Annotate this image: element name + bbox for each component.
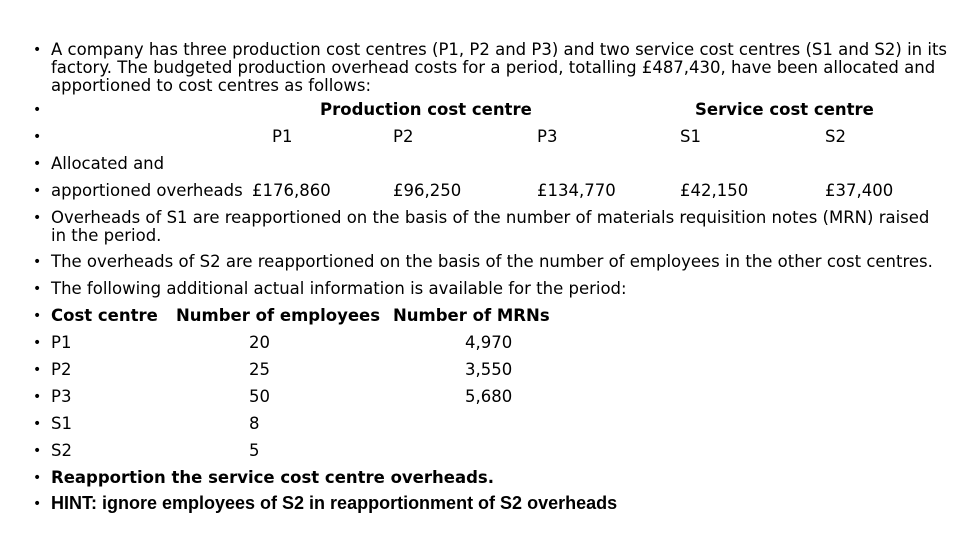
- s1-basis-line-1: Overheads of S1 are reapportioned on the basis of the number of materials requisition notes (MRN) raised: [51, 208, 930, 227]
- bullet: •: [33, 129, 42, 145]
- bullet: •: [33, 210, 42, 226]
- bullet: •: [33, 416, 42, 432]
- hint-text: HINT: ignore employees of S2 in reapportionment of S2 overheads: [51, 493, 618, 513]
- production-cost-centre-heading: Production cost centre: [320, 100, 532, 119]
- bullet: •: [33, 496, 42, 512]
- overhead-value-s2: £37,400: [825, 181, 894, 200]
- overhead-value-p2: £96,250: [393, 181, 462, 200]
- centre-p2: P2: [393, 127, 414, 146]
- table-row-centre: P2: [51, 360, 72, 379]
- table-row-employees: 8: [249, 414, 260, 433]
- header-cost-centre: Cost centre: [51, 306, 158, 325]
- table-row-centre: P3: [51, 387, 72, 406]
- centre-p3: P3: [537, 127, 558, 146]
- bullet: •: [33, 308, 42, 324]
- service-cost-centre-heading: Service cost centre: [695, 100, 874, 119]
- overhead-value-p1: £176,860: [252, 181, 331, 200]
- task-instruction: Reapportion the service cost centre overheads.: [51, 468, 494, 487]
- bullet: •: [33, 183, 42, 199]
- intro-line-2: factory. The budgeted production overhead costs for a period, totalling £487,430, have been allocated and: [51, 58, 936, 77]
- table-row-employees: 25: [249, 360, 270, 379]
- bullet: •: [33, 102, 42, 118]
- bullet: •: [33, 335, 42, 351]
- table-row-employees: 50: [249, 387, 270, 406]
- s2-basis: The overheads of S2 are reapportioned on the basis of the number of employees in the other cost centres.: [51, 252, 933, 271]
- table-row-centre: S1: [51, 414, 72, 433]
- table-row-mrns: 3,550: [465, 360, 513, 379]
- bullet: •: [33, 443, 42, 459]
- bullet: •: [33, 362, 42, 378]
- table-row-employees: 5: [249, 441, 260, 460]
- header-number-of-mrns: Number of MRNs: [393, 306, 550, 325]
- intro-line-3: apportioned to cost centres as follows:: [51, 76, 372, 95]
- table-row-centre: S2: [51, 441, 72, 460]
- bullet: •: [33, 389, 42, 405]
- table-row-employees: 20: [249, 333, 270, 352]
- s1-basis-line-2: in the period.: [51, 226, 162, 245]
- row-label-allocated: Allocated and: [51, 154, 165, 173]
- table-row-centre: P1: [51, 333, 72, 352]
- bullet: •: [33, 254, 42, 270]
- table-row-mrns: 4,970: [465, 333, 513, 352]
- table-row-mrns: 5,680: [465, 387, 513, 406]
- intro-line-1: A company has three production cost centres (P1, P2 and P3) and two service cost centres (S1 and S2) in its: [51, 40, 948, 59]
- bullet: •: [33, 42, 42, 58]
- header-number-of-employees: Number of employees: [176, 306, 381, 325]
- overhead-value-p3: £134,770: [537, 181, 616, 200]
- bullet: •: [33, 470, 42, 486]
- row-label-apportioned: apportioned overheads: [51, 181, 243, 200]
- bullet: •: [33, 156, 42, 172]
- centre-p1: P1: [272, 127, 293, 146]
- centre-s2: S2: [825, 127, 846, 146]
- centre-s1: S1: [680, 127, 701, 146]
- overhead-value-s1: £42,150: [680, 181, 749, 200]
- bullet: •: [33, 281, 42, 297]
- additional-info: The following additional actual information is available for the period:: [51, 279, 627, 298]
